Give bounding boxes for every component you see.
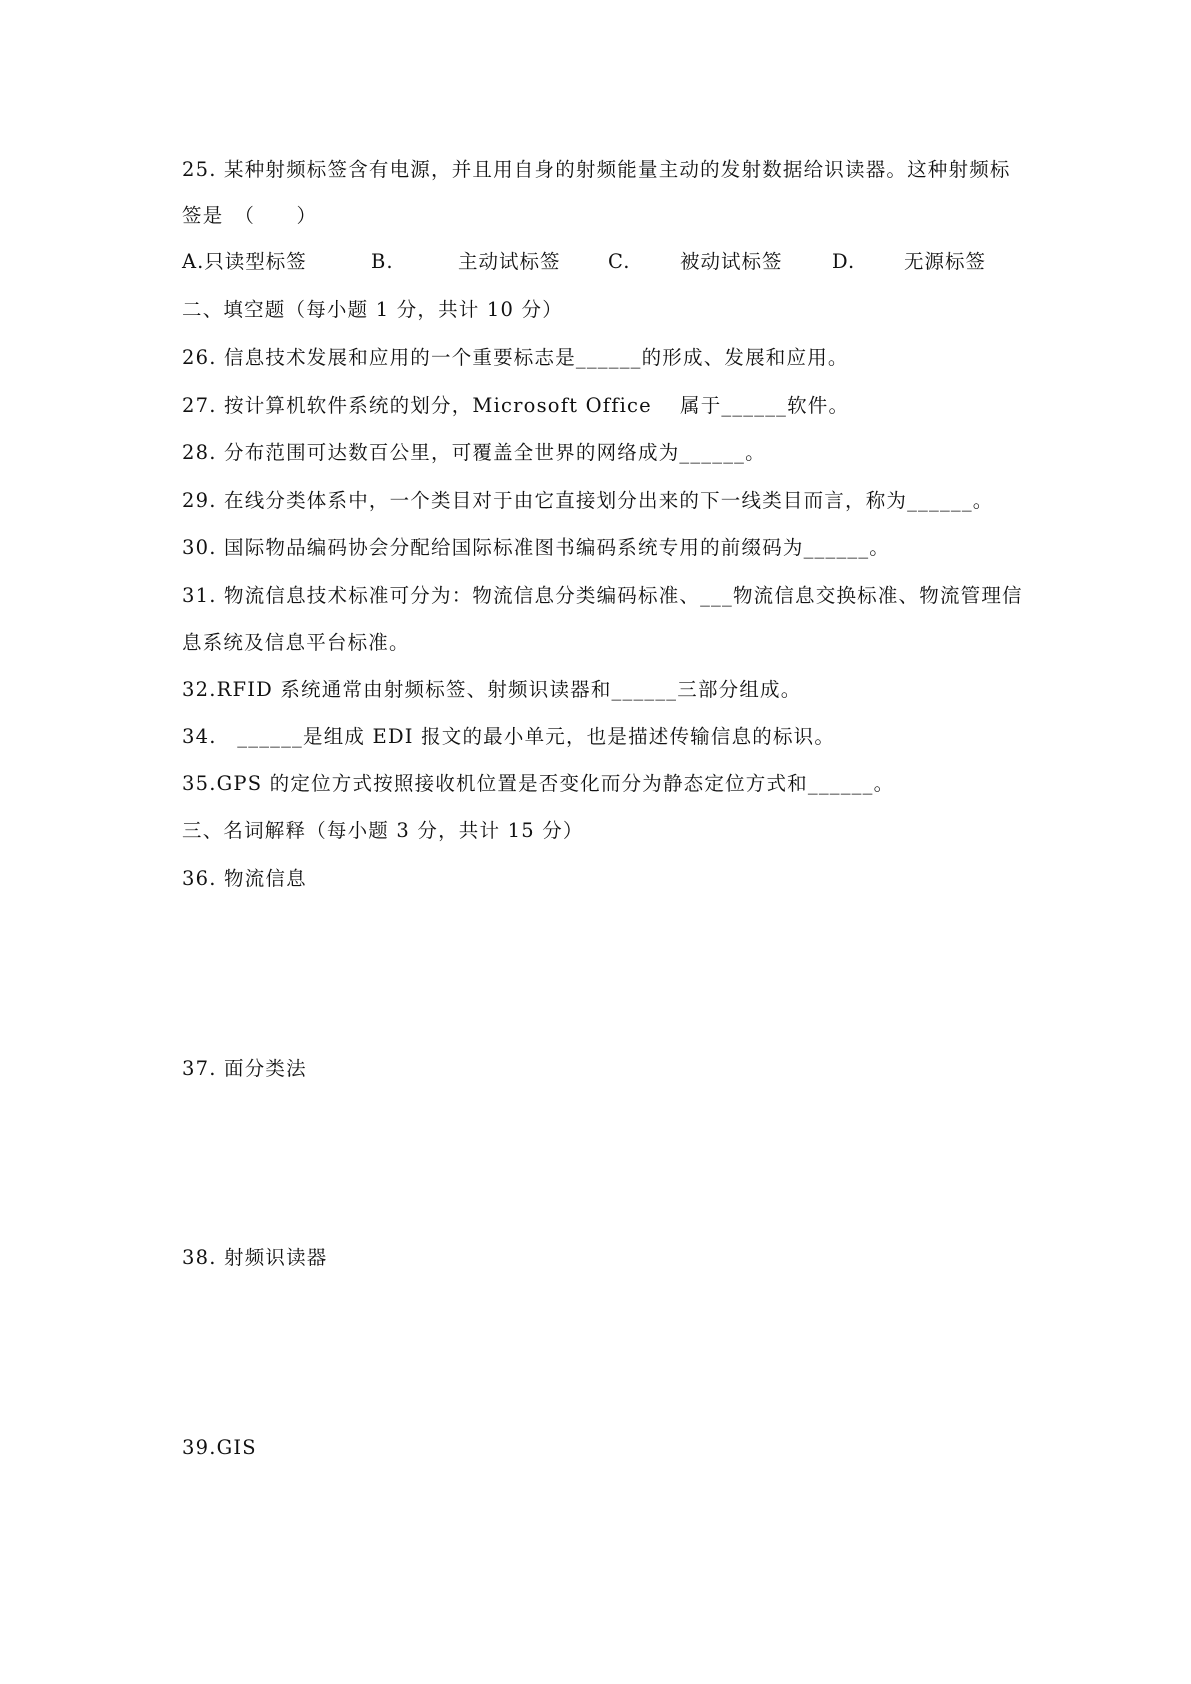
question-38: 38. 射频识读器 — [182, 1246, 328, 1269]
option-c-letter: C. — [608, 250, 631, 273]
section-2-heading: 二、填空题（每小题 1 分，共计 10 分） — [182, 298, 563, 321]
option-b-letter: B. — [371, 250, 394, 273]
question-30: 30. 国际物品编码协会分配给国际标准图书编码系统专用的前缀码为______。 — [182, 536, 891, 559]
question-34: 34. ______是组成 EDI 报文的最小单元，也是描述传输信息的标识。 — [182, 725, 836, 748]
question-27: 27. 按计算机软件系统的划分，Microsoft Office 属于______软件。 — [182, 394, 850, 417]
option-d-text: 无源标签 — [904, 250, 987, 273]
question-25-line-2: 签是 （ ） — [182, 204, 318, 227]
question-37: 37. 面分类法 — [182, 1057, 307, 1080]
question-26: 26. 信息技术发展和应用的一个重要标志是______的形成、发展和应用。 — [182, 346, 849, 369]
option-a: A.只读型标签 — [182, 250, 307, 273]
option-b-text: 主动试标签 — [458, 250, 561, 273]
question-28: 28. 分布范围可达数百公里，可覆盖全世界的网络成为______。 — [182, 441, 766, 464]
question-25-line-1: 25. 某种射频标签含有电源，并且用自身的射频能量主动的发射数据给识读器。这种射频标 — [182, 158, 1011, 181]
question-31-line-1: 31. 物流信息技术标准可分为：物流信息分类编码标准、___物流信息交换标准、物流管理信 — [182, 584, 1023, 607]
option-c-text: 被动试标签 — [680, 250, 783, 273]
question-36: 36. 物流信息 — [182, 867, 307, 890]
section-3-heading: 三、名词解释（每小题 3 分，共计 15 分） — [182, 819, 584, 842]
option-d-letter: D. — [832, 250, 856, 273]
question-31-line-2: 息系统及信息平台标准。 — [182, 631, 410, 654]
question-35: 35.GPS 的定位方式按照接收机位置是否变化而分为静态定位方式和______。 — [182, 772, 895, 795]
question-32: 32.RFID 系统通常由射频标签、射频识读器和______三部分组成。 — [182, 678, 802, 701]
question-29: 29. 在线分类体系中，一个类目对于由它直接划分出来的下一线类目而言，称为______。 — [182, 489, 994, 512]
question-39: 39.GIS — [182, 1436, 257, 1459]
